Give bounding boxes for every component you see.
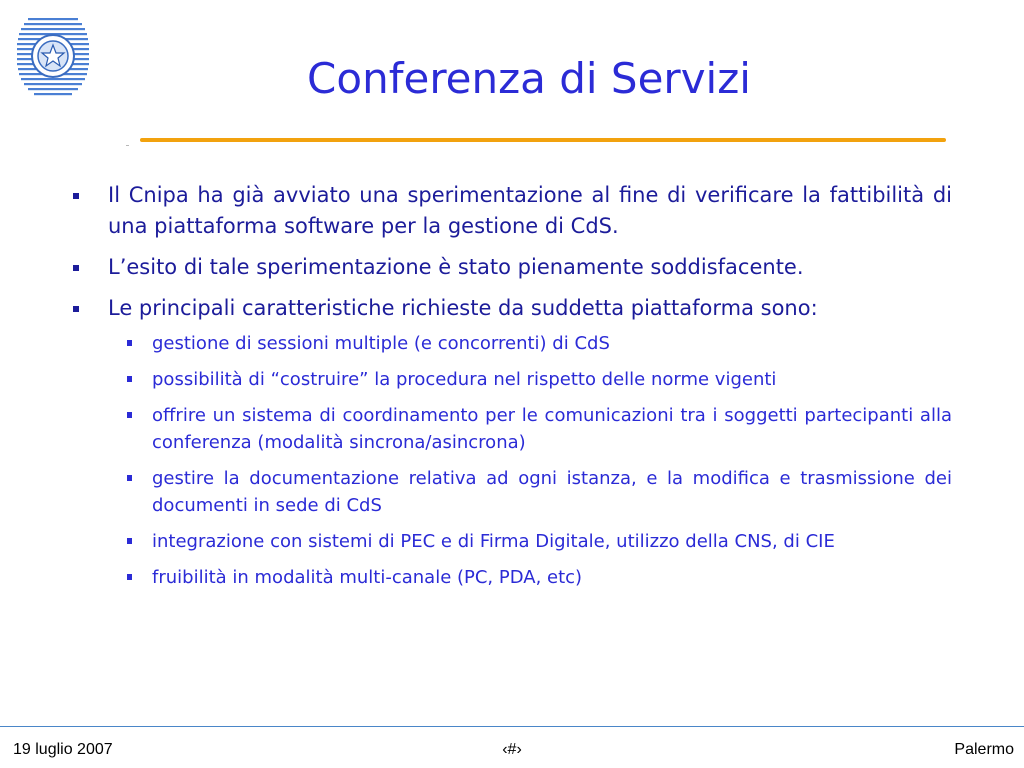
footer-divider [0,726,1024,727]
sub-bullet-item [66,528,952,555]
square-bullet-icon [127,475,132,481]
bullet-text: Le principali caratteristiche richieste da suddetta piattaforma sono: [108,296,818,320]
square-bullet-icon [73,265,79,271]
slide-title: Conferenza di Servizi [307,54,751,103]
square-bullet-icon [127,574,132,580]
sub-bullet-text: gestire la documentazione relativa ad ogni istanza, e la modifica e trasmissione dei documenti in sede di CdS [152,468,952,516]
sub-bullet-text: gestione di sessioni multiple (e concorrenti) di CdS [152,333,610,354]
sub-bullet-item [66,402,952,456]
footer-location: Palermo [954,741,1014,758]
title-rule-tick [126,145,129,146]
square-bullet-icon [127,340,132,346]
square-bullet-icon [73,306,79,312]
square-bullet-icon [127,412,132,418]
sub-bullet-item [66,366,952,393]
bullet-item [66,252,952,283]
bullet-text: Il Cnipa ha già avviato una sperimentazione al fine di verificare la fattibilità di una piattaforma software per la gestione di CdS. [108,183,952,238]
bullet-item [66,180,952,242]
sub-bullet-item [66,330,952,357]
bullet-item [66,293,952,324]
sub-bullet-text: possibilità di “costruire” la procedura nel rispetto delle norme vigenti [152,369,777,390]
slide-body [66,180,952,600]
footer-page-number: ‹#› [502,741,522,758]
square-bullet-icon [73,193,79,199]
sub-bullet-text: offrire un sistema di coordinamento per le comunicazioni tra i soggetti partecipanti alla conferenza (modalità sincrona/asincrona) [152,405,952,453]
sub-bullet-item [66,465,952,519]
square-bullet-icon [127,376,132,382]
bullet-text: L’esito di tale sperimentazione è stato pienamente soddisfacente. [108,255,804,279]
sub-bullet-item [66,564,952,591]
title-underline [140,138,946,142]
footer-date: 19 luglio 2007 [13,741,113,758]
square-bullet-icon [127,538,132,544]
sub-bullet-text: integrazione con sistemi di PEC e di Firma Digitale, utilizzo della CNS, di CIE [152,531,835,552]
sub-bullet-text: fruibilità in modalità multi-canale (PC, PDA, etc) [152,567,583,588]
